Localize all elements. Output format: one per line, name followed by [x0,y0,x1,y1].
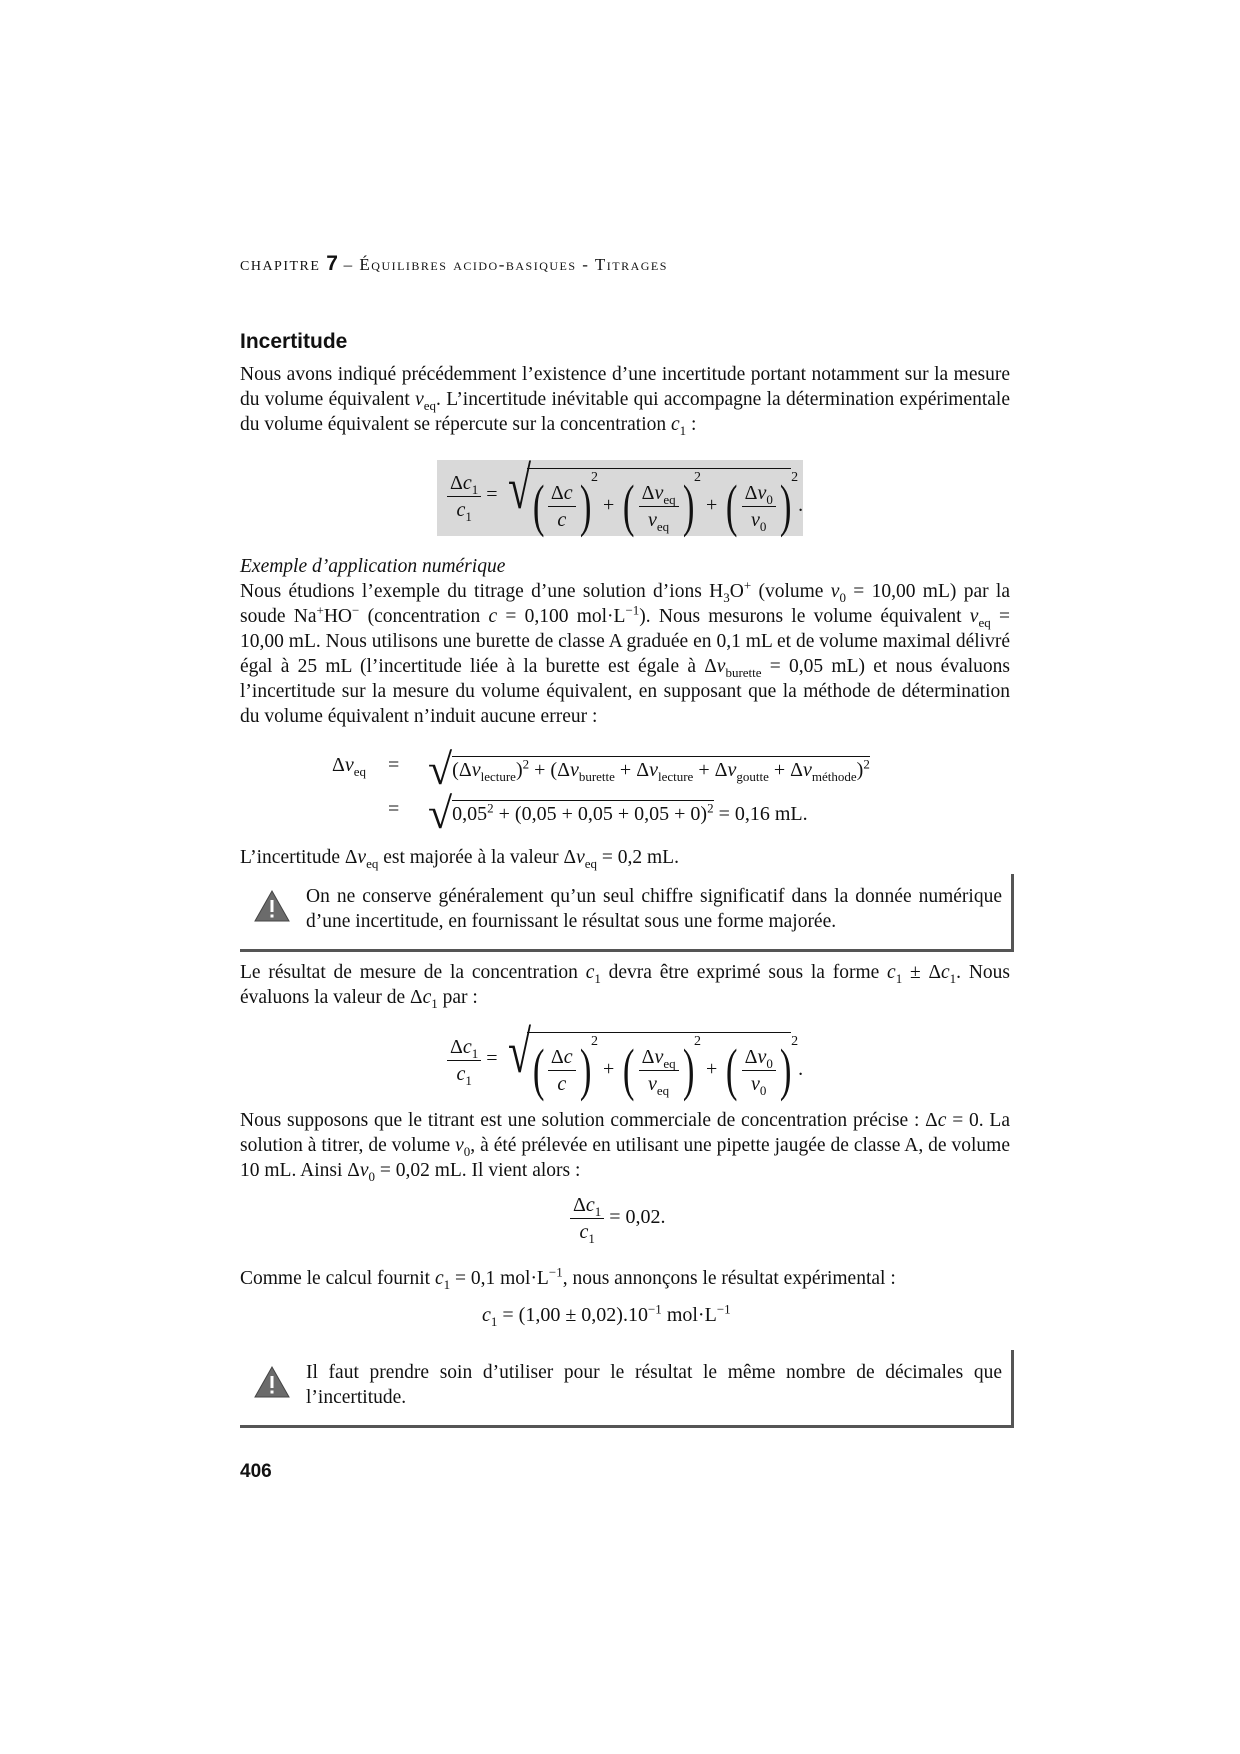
warning-text-1: On ne conserve généralement qu’un seul chiffre significatif dans la donnée numérique d’une incertitude, en fournissant le résultat sous une forme majorée. [306,886,1002,932]
result-text-4: . Nous évaluons la valeur de Δ [240,962,1010,1008]
example-title: Exemple d’application numérique [240,556,506,577]
section-title: Incertitude [240,330,348,353]
majoree-text-3: = 0,2 mL. [597,847,679,868]
equation-ratio: $\frac{\Delta c_1}{c_1}$ = 0,02. [570,1192,666,1245]
eq4-rhs: = 0,02. [604,1206,666,1229]
result-text-2: devra être exprimé sous la forme [600,962,888,983]
example-text-10: = 0,05 mL) et nous évaluons l’incertitude sur la mesure du volume équivalent, en supposant que la méthode de détermination du volume équivalent n’induit aucune erreur : [240,656,1010,727]
eq2-value-a: 0,05 [452,803,488,825]
eq2-lhs: $\Delta v_{eq}$ [332,754,367,779]
result-paragraph: Le résultat de mesure de la concentration $c_1$ devra être exprimé sous la forme $c_1 \pm \Delta c_1$. Nous évaluons la valeur de $\Delta c_1$ par : [240,962,1010,1011]
chapter-title: – Équilibres acido-basiques - Titrages [343,255,668,274]
example-text-8: ). Nous mesurons le volume équivalent [639,606,970,627]
example-text-5: HO [323,606,352,627]
example-text-2: O [729,581,744,602]
suppose-text-3: , à été prélevée en utilisant une pipette jaugée de classe A, de volume 10 mL. Ainsi Δ [240,1135,1011,1181]
result-text-3: ± Δ [902,962,942,983]
example-text-3: (volume [751,581,831,602]
eq2-equals-2: = [388,798,400,820]
eq2-value-b: + (0,05 + 0,05 + 0,05 + 0) [493,803,708,825]
majoree-paragraph: L’incertitude $\Delta v_{eq}$ est majorée à la valeur $\Delta v_{eq} = 0,2$ mL. [240,847,679,871]
page-number: 406 [240,1461,272,1482]
calc-text-3: , nous annonçons le résultat expérimental : [562,1268,896,1289]
warning-box-1 [240,874,1010,952]
calc-text-2: = 0,1 mol·L [450,1268,549,1289]
warning-text-2: Il faut prendre soin d’utiliser pour le résultat le même nombre de décimales que l’incertitude. [306,1362,1002,1408]
majoree-text-1: L’incertitude Δ [240,847,358,868]
example-paragraph: Exemple d’application numérique Nous étudions l’exemple du titrage d’une solution d’ions $H_3O^+$ (volume $v_0 = 10,00$ mL) par la soude Na+HO− (concentration c = 0,100 $mol\cdot L^{-1}$). Nous mesurons le volume équivalent $v_{eq} = 10,00$ mL. Nous utilisons une burette de classe A graduée en 0,1 mL et de volume maximal délivré égal à 25 mL (l’incertitude liée à la burette est égale à $\Delta v_{burette} = 0,05$ mL) et nous évaluons l’incertitude sur la mesure du volume équivalent, en supposant que la méthode de détermination du volume équivalent n’induit aucune erreur : [240,556,1011,727]
example-text-4: = 10,00 mL) par la soude Na [240,581,1011,627]
suppose-text-4: = 0,02 mL. Il vient alors : [374,1160,581,1181]
example-text-9: = 10,00 mL. Nous utilisons une burette de classe A graduée en 0,1 mL et de volume maximal délivré égal à 25 mL (l’incertitude liée à la burette est égale à Δ [240,606,1010,677]
example-text-7: = 0,100 mol·L [497,606,626,627]
equation-uncertainty: $\frac{\Delta c_1}{c_1}$ = √ ( $\frac{\Delta c}{c}$ )$^2$ + ( $\frac{\Delta v_{eq}}{v_{eq}}$ )$^2$ + ( $\frac{\Delta v_0}{v_0}$ )$^2$. [447,1030,791,1090]
intro-text-2: . L’incertitude inévitable qui accompagne la détermination expérimentale du volume équivalent se répercute sur la concentration [240,389,1010,435]
equation-uncertainty-boxed: $\frac{\Delta c_1}{c_1}$ = √ ( $\frac{\Delta c}{c}$ )$^2$ + ( $\frac{\Delta v_{eq}}{v_{eq}}$ )$^2$ + ( $\frac{\Delta v_0}{v_0}$ )$^2$. [447,466,791,526]
warning-icon [254,1366,290,1398]
intro-text-3: : [686,414,697,435]
equation-final-result: $c_1 = (1,00 \pm 0,02).10^{-1}$ $mol\cdot L^{-1}$ [482,1301,731,1329]
eq2-equals-1: = [388,754,400,776]
suppose-text-1: Nous supposons que le titrant est une solution commerciale de concentration précise : Δ [240,1110,938,1131]
result-text-1: Le résultat de mesure de la concentration [240,962,586,983]
eq2-line1: $√(\Delta v_{lecture})^2 + (\Delta v_{burette} + \Delta v_{lecture} + \Delta v_{goutte} + \Delta v_{méthode})^2$ [428,745,870,794]
chapter-word: CHAPITRE [240,259,321,274]
example-text-1: Nous étudions l’exemple du titrage d’une solution d’ions H [240,581,724,602]
eq5-text-1: = (1,00 ± 0,02).10 [497,1304,648,1326]
example-text-6: (concentration [359,606,489,627]
intro-paragraph: Nous avons indiqué précédemment l’existence d’une incertitude portant notamment sur la mesure du volume équivalent $v_{eq}$. L’incertitude inévitable qui accompagne la détermination expérimentale du volume équivalent se répercute sur la concentration $c_1$ : [240,364,1010,438]
calc-text-1: Comme le calcul fournit [240,1268,435,1289]
suppose-text-2: = 0. La solution à titrer, de volume [240,1110,1010,1156]
suppose-paragraph: Nous supposons que le titrant est une solution commerciale de concentration précise : Δc = 0. La solution à titrer, de volume $v_0$, à été prélevée en utilisant une pipette jaugée de classe A, de volume 10 mL. Ainsi $\Delta v_0 = 0,02$ mL. Il vient alors : [240,1110,1011,1184]
eq2-line2: $√0,05^2 + (0,05 + 0,05 + 0,05 + 0)^2 = 0,16$ mL. [428,789,808,838]
chapter-number: 7 [326,252,338,275]
warning-icon [254,890,290,922]
majoree-text-2: est majorée à la valeur Δ [378,847,577,868]
result-text-5: par : [437,987,478,1008]
eq5-text-2: mol·L [661,1304,717,1326]
running-header [240,252,668,276]
warning-box-2 [240,1350,1010,1428]
eq2-result: = 0,16 mL. [713,803,808,825]
intro-text-1: Nous avons indiqué précédemment l’existence d’une incertitude portant notamment sur la mesure du volume équivalent [240,364,1010,410]
calc-paragraph: Comme le calcul fournit $c_1 = 0,1$ $mol\cdot L^{-1}$, nous annonçons le résultat expérimental : [240,1264,896,1292]
